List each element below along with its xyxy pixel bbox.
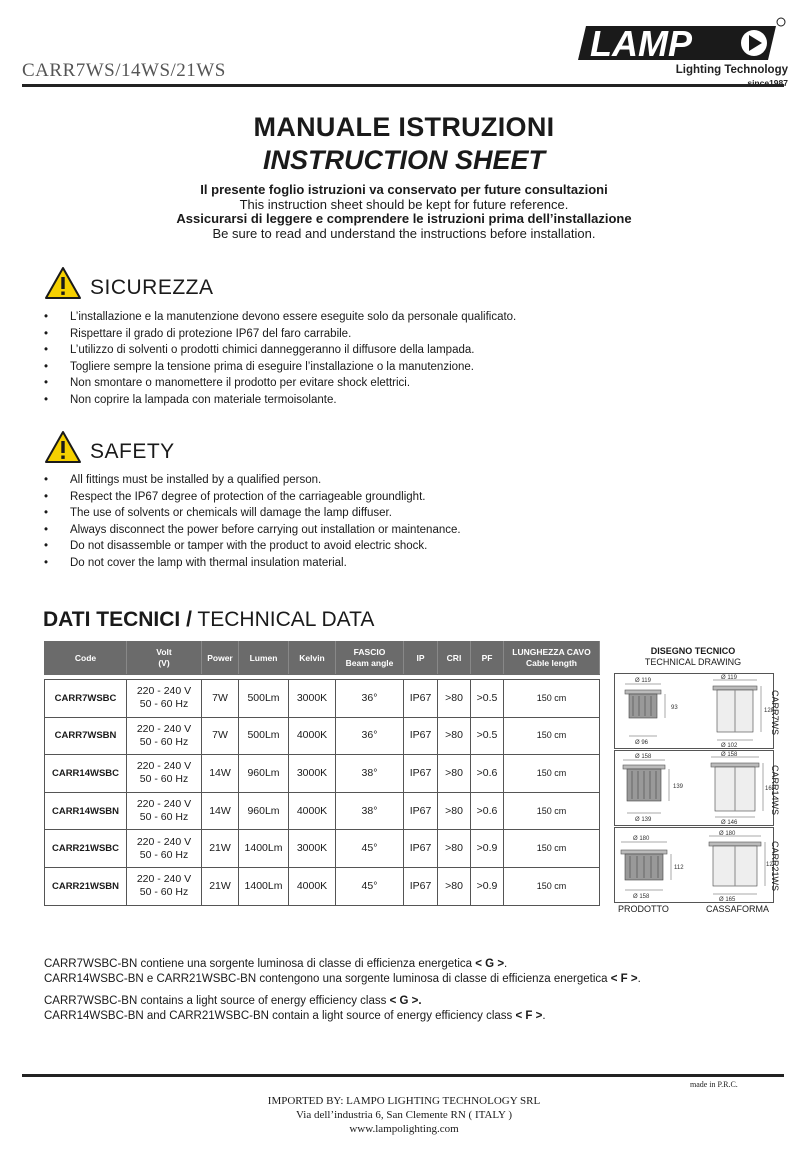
cell-volt: 220 - 240 V 50 - 60 Hz [127,867,202,905]
cell-cable: 150 cm [504,830,600,868]
list-item: • Rispettare il grado di protezione IP67 del faro carrabile. [44,326,516,343]
cell-ip: IP67 [404,792,438,830]
cell-power: 21W [202,830,239,868]
cell-beam: 38° [336,755,404,793]
list-item: • Do not disassemble or tamper with the product to avoid electric shock. [44,538,461,555]
svg-text:93: 93 [671,705,678,711]
drawing-carr21ws [614,827,774,903]
cell-ip: IP67 [404,717,438,755]
cell-cri: >80 [438,867,471,905]
svg-text:Ø 96: Ø 96 [635,740,649,746]
cell-cri: >80 [438,830,471,868]
warning-icon [44,266,82,300]
cell-beam: 36° [336,717,404,755]
cell-volt: 220 - 240 V 50 - 60 Hz [127,717,202,755]
website-link[interactable]: www.lampolighting.com [349,1123,459,1135]
cell-power: 7W [202,680,239,718]
cell-lumen: 500Lm [239,717,289,755]
cell-cable: 150 cm [504,680,600,718]
cell-kelvin: 4000K [289,717,336,755]
table-row [45,717,600,755]
table-header-row [45,642,600,675]
cell-lumen: 500Lm [239,680,289,718]
svg-text:166: 16 [765,786,772,792]
sicurezza-title: SICUREZZA [90,276,214,299]
drawing-carr7ws [614,673,774,749]
title-it: DATI TECNICI / [43,608,192,631]
col-power: Power [202,642,239,675]
svg-text:Ø 146: Ø 146 [721,820,738,825]
list-item: • Non coprire la lampada con materiale termoisolante. [44,392,516,409]
cell-cable: 150 cm [504,717,600,755]
logo-since: since1987 [747,78,788,88]
svg-text:112: 112 [674,865,684,871]
energy-en-2: CARR14WSBC-BN and CARR21WSBC-BN contain a light source of energy efficiency class < F >. [44,1010,546,1022]
cell-code: CARR7WSBN [45,717,127,755]
svg-text:128: 12 [766,862,773,868]
energy-it-1: CARR7WSBC-BN contiene una sorgente luminosa di classe di efficienza energetica < G >. [44,958,508,970]
cell-ip: IP67 [404,867,438,905]
table-row [45,755,600,793]
svg-text:Ø 119: Ø 119 [635,678,651,684]
drawing-label-carr21ws: CARR21WS [770,841,780,892]
cell-beam: 45° [336,830,404,868]
col-code: Code [45,642,127,675]
col-lumen: Lumen [239,642,289,675]
svg-text:139: 139 [673,784,684,790]
cell-cri: >80 [438,717,471,755]
table-row [45,830,600,868]
svg-text:Ø 119: Ø 119 [721,675,737,681]
cell-kelvin: 3000K [289,680,336,718]
col-volt: Volt (V) [127,642,202,675]
safety-title: SAFETY [90,440,175,463]
col-pf: PF [471,642,504,675]
cell-code: CARR7WSBC [45,680,127,718]
col-ip: IP [404,642,438,675]
intro-line-4: Be sure to read and understand the instructions before installation. [212,226,596,241]
cell-cri: >80 [438,755,471,793]
intro-line-1: Il presente foglio istruzioni va conservato per future consultazioni [200,182,608,197]
cell-code: CARR14WSBC [45,755,127,793]
cell-volt: 220 - 240 V 50 - 60 Hz [127,830,202,868]
technical-data-title [43,608,374,632]
cell-lumen: 1400Lm [239,830,289,868]
drawing-carr14ws [614,750,774,826]
cell-code: CARR21WSBC [45,830,127,868]
title-italian: MANUALE ISTRUZIONI [253,112,555,142]
cell-cable: 150 cm [504,867,600,905]
intro-line-3: Assicurarsi di leggere e comprendere le istruzioni prima dell’installazione [176,211,632,226]
svg-text:Ø 139: Ø 139 [635,817,652,823]
svg-text:Ø 102: Ø 102 [721,743,738,748]
svg-text:Ø 158: Ø 158 [721,752,738,758]
list-item: • Togliere sempre la tensione prima di eseguire l’installazione o la manutenzione. [44,359,516,376]
drawing-title-it: DISEGNO TECNICO [650,646,736,656]
cell-pf: >0.9 [471,830,504,868]
cell-ip: IP67 [404,755,438,793]
list-item: • The use of solvents or chemicals will damage the lamp diffuser. [44,505,461,522]
list-item: • Respect the IP67 degree of protection of the carriageable groundlight. [44,489,461,506]
list-item: • L’installazione e la manutenzione devono essere eseguite solo da personale qualificato. [44,309,516,326]
svg-text:Ø 180: Ø 180 [719,831,736,837]
cell-pf: >0.5 [471,717,504,755]
cell-cri: >80 [438,792,471,830]
cell-power: 14W [202,755,239,793]
cell-cable: 150 cm [504,755,600,793]
cell-lumen: 960Lm [239,755,289,793]
intro-line-2: This instruction sheet should be kept for future reference. [239,197,569,212]
cell-beam: 38° [336,792,404,830]
drawing-title [614,646,772,668]
cell-pf: >0.9 [471,867,504,905]
svg-text:Ø 180: Ø 180 [633,836,650,842]
drawing-title-en: TECHNICAL DRAWING [644,657,742,667]
col-cable: LUNGHEZZA CAVO Cable length [504,642,600,675]
svg-text:Ø 158: Ø 158 [635,754,652,760]
col-beam: FASCIO Beam angle [336,642,404,675]
energy-en-1: CARR7WSBC-BN contains a light source of energy efficiency class < G >. [44,995,422,1007]
cell-cri: >80 [438,680,471,718]
cell-volt: 220 - 240 V 50 - 60 Hz [127,680,202,718]
cell-code: CARR21WSBN [45,867,127,905]
table-row [45,867,600,905]
brand-logo [576,14,788,94]
list-item: • Always disconnect the power before carrying out installation or maintenance. [44,522,461,539]
technical-data-table [44,641,600,906]
table-row [45,680,600,718]
list-item: • L’utilizzo di solventi o prodotti chimici danneggeranno il diffusore della lampada. [44,342,516,359]
cell-volt: 220 - 240 V 50 - 60 Hz [127,755,202,793]
cell-power: 14W [202,792,239,830]
cell-ip: IP67 [404,680,438,718]
cell-volt: 220 - 240 V 50 - 60 Hz [127,792,202,830]
address-line: Via dell’industria 6, San Clemente RN ( ITALY ) [296,1109,512,1121]
drawing-label-carr14ws: CARR14WS [770,765,780,816]
cell-pf: >0.6 [471,792,504,830]
sicurezza-list [44,309,516,409]
cell-ip: IP67 [404,830,438,868]
cell-beam: 45° [336,867,404,905]
footer-divider [22,1074,784,1077]
cell-power: 7W [202,717,239,755]
list-item: • Do not cover the lamp with thermal insulation material. [44,555,461,572]
logo-tagline: Lighting Technology [675,64,788,76]
energy-it-2: CARR14WSBC-BN e CARR21WSBC-BN contengono una sorgente luminosa di classe di efficienza energetica < F >. [44,973,641,985]
cell-code: CARR14WSBN [45,792,127,830]
table-row [45,792,600,830]
cell-pf: >0.6 [471,755,504,793]
cell-lumen: 960Lm [239,792,289,830]
cell-power: 21W [202,867,239,905]
svg-text:128: 128 [764,708,773,714]
cell-beam: 36° [336,680,404,718]
svg-text:Ø 165: Ø 165 [719,897,736,902]
cell-kelvin: 3000K [289,755,336,793]
title-en: TECHNICAL DATA [191,608,375,631]
caption-box: CASSAFORMA [706,904,770,914]
drawing-label-carr7ws: CARR7WS [770,690,780,736]
cell-kelvin: 3000K [289,830,336,868]
title-english: INSTRUCTION SHEET [262,145,545,175]
cell-kelvin: 4000K [289,867,336,905]
caption-product: PRODOTTO [618,904,669,914]
list-item: • All fittings must be installed by a qualified person. [44,472,461,489]
model-code: CARR7WS/14WS/21WS [22,60,226,81]
col-cri: CRI [438,642,471,675]
col-kelvin: Kelvin [289,642,336,675]
warning-icon [44,430,82,464]
made-in: made in P.R.C. [690,1080,738,1089]
safety-list [44,472,461,572]
list-item: • Non smontare o manomettere il prodotto per evitare shock elettrici. [44,375,516,392]
cell-kelvin: 4000K [289,792,336,830]
logo-text: LAMP [590,23,692,64]
cell-pf: >0.5 [471,680,504,718]
svg-text:Ø 158: Ø 158 [633,894,650,900]
cell-lumen: 1400Lm [239,867,289,905]
importer-line: IMPORTED BY: LAMPO LIGHTING TECHNOLOGY SRL [267,1095,541,1107]
cell-cable: 150 cm [504,792,600,830]
